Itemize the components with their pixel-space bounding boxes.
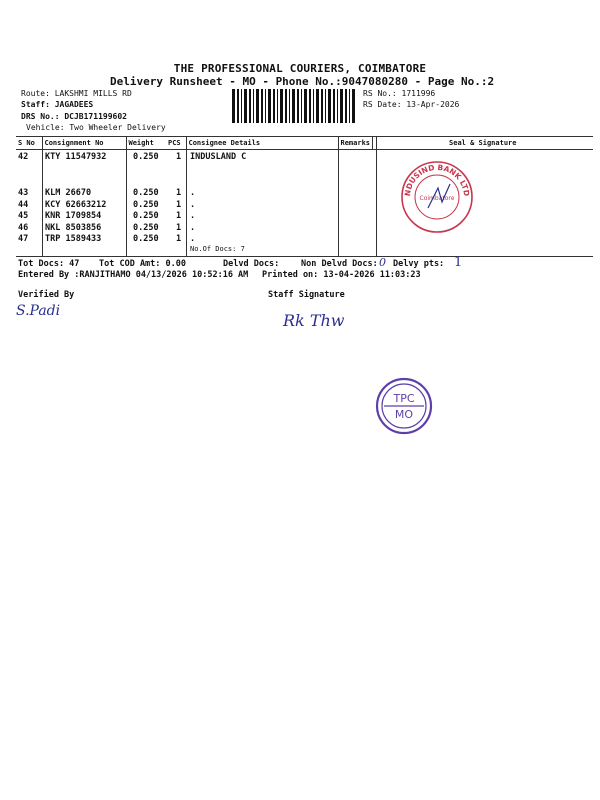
barcode-bar [244,89,247,123]
row-weight: 0.250 [133,200,159,210]
column-divider [42,136,43,256]
runsheet-table-header [16,136,593,150]
barcode-bar [253,89,254,123]
row-pcs: 1 [176,234,182,244]
barcode-bar [337,89,338,123]
row-consignee: . [190,200,196,210]
row-weight: 0.250 [133,234,159,244]
row-consignee: . [190,234,196,244]
col-sno: S No [16,137,42,150]
barcode-bar [285,89,287,123]
rs-number: RS No.: 1711996 [363,89,436,98]
barcode-bar [280,89,283,123]
non-delvd-docs: Non Delvd Docs: [301,259,378,269]
row-sno: 46 [18,223,29,233]
row-consignment: KLM 26670 [45,188,92,198]
barcode-bar [273,89,275,123]
barcode-bar [249,89,251,123]
barcode-bar [333,89,335,123]
row-weight: 0.250 [133,188,159,198]
column-divider [126,136,127,256]
staff-signature-label: Staff Signature [268,290,345,300]
barcode-bar [321,89,323,123]
staff-label: Staff: JAGADEES [21,100,94,109]
barcode-bar [328,89,331,123]
barcode-bar [309,89,311,123]
row-weight: 0.250 [133,211,159,221]
tpc-mo-stamp [374,376,434,436]
col-pcs: PCS [166,137,186,150]
row-pcs: 1 [176,223,182,233]
barcode-bar [340,89,343,123]
tot-docs: Tot Docs: 47 [18,259,80,269]
printed-on: Printed on: 13-04-2026 11:03:23 [262,270,421,280]
row-weight: 0.250 [133,223,159,233]
row-consignment: TRP 1589433 [45,234,102,244]
tpc-stamp-top: TPC [393,392,415,405]
col-weight: Weight [126,137,166,150]
row-consignment: KTY 11547932 [45,152,107,162]
barcode-bar [265,89,266,123]
row-pcs: 1 [176,200,182,210]
delvy-pts: Delvy pts: [393,259,445,269]
bank-seal-stamp [398,158,476,236]
barcode-bar [345,89,347,123]
verifier-signature: S.Padi [16,303,61,319]
barcode-bar [301,89,302,123]
column-divider [186,136,187,256]
row-sno: 43 [18,188,29,198]
column-divider [338,136,339,256]
drs-number: DRS No.: DCJB171199602 [21,112,127,121]
row-consignment: KNR 1709854 [45,211,102,221]
barcode-bar [352,89,355,123]
barcode-bar [237,89,239,123]
col-seal: Seal & Signature [372,137,593,150]
row-consignment: KCY 62663212 [45,200,107,210]
tpc-stamp-bottom: MO [394,408,414,421]
row-sno: 42 [18,152,29,162]
row-consignee: INDUSLAND C [190,152,247,162]
company-title: THE PROFESSIONAL COURIERS, COIMBATORE [173,62,427,75]
row-consignee: . [190,188,196,198]
staff-handwritten-signature: Rk Thw [283,311,345,330]
barcode-bar [289,89,290,123]
barcode-bar [277,89,278,123]
row-sno: 47 [18,234,29,244]
non-delvd-handwritten: 0 [379,256,386,269]
row-consignee: . [190,211,196,221]
barcode-bar [313,89,314,123]
barcode-bar [261,89,263,123]
entered-by: Entered By :RANJITHAMO 04/13/2026 10:52:16 AM [18,270,249,280]
barcode-bar [325,89,326,123]
barcode-bar [268,89,271,123]
row-sno: 45 [18,211,29,221]
row-consignment: NKL 8503856 [45,223,102,233]
row-sno: 44 [18,200,29,210]
table-bottom-rule [16,256,593,257]
bank-seal-text: NDUSIND BANK LTD [402,162,472,197]
barcode-bar [232,89,235,123]
rs-date: RS Date: 13-Apr-2026 [363,100,460,109]
barcode [232,89,358,123]
no-of-docs: No.Of Docs: 7 [190,245,245,253]
delvd-docs: Delvd Docs: [223,259,280,269]
tot-cod-amt: Tot COD Amt: 0.00 [99,259,186,269]
col-consignee: Consignee Details [186,137,338,150]
barcode-bar [241,89,242,123]
col-consignment: Consignment No [42,137,126,150]
bank-seal-city: Coimbatore [419,195,455,202]
route-label: Route: LAKSHMI MILLS RD [21,89,132,98]
vehicle-label: Vehicle: Two Wheeler Delivery [26,123,166,132]
verified-by-label: Verified By [18,290,75,300]
row-pcs: 1 [176,211,182,221]
row-weight: 0.250 [133,152,159,162]
runsheet-subtitle: Delivery Runsheet - MO - Phone No.:9047080280 - Page No.:2 [110,75,495,88]
column-divider [376,136,377,256]
barcode-bar [297,89,299,123]
barcode-bar [349,89,350,123]
barcode-bar [304,89,307,123]
barcode-bar [316,89,319,123]
barcode-bar [256,89,259,123]
col-remarks: Remarks [338,137,372,150]
row-pcs: 1 [176,152,182,162]
delvy-pts-handwritten: 1 [454,255,463,270]
barcode-bar [292,89,295,123]
row-consignee: . [190,223,196,233]
row-pcs: 1 [176,188,182,198]
